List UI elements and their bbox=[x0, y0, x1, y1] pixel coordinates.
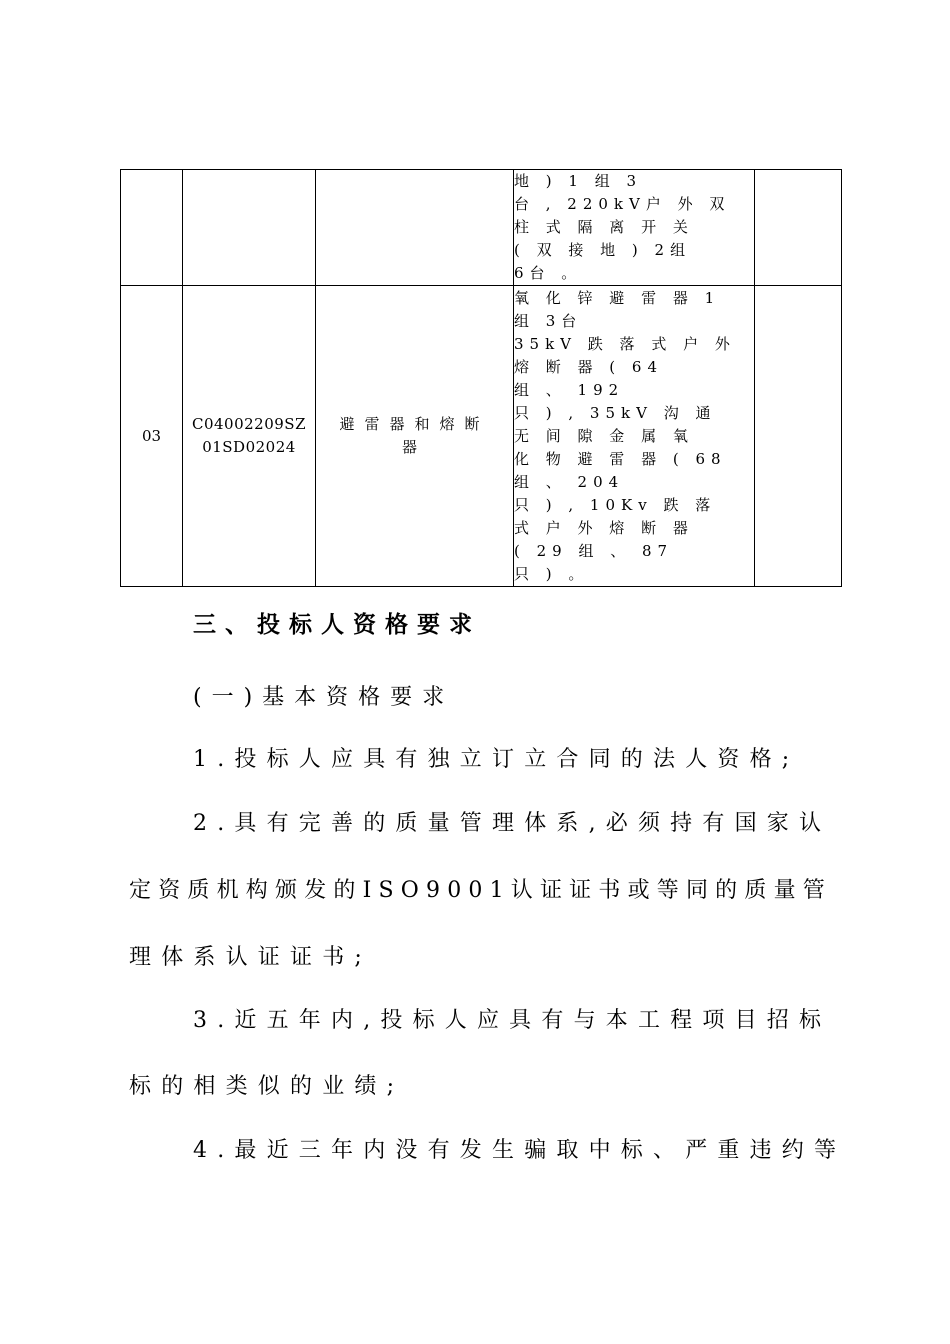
package-code: C04002209SZ01SD02024 bbox=[183, 286, 316, 587]
row-number bbox=[121, 170, 183, 286]
section-title: 三、投标人资格要求 bbox=[193, 611, 481, 638]
package-name: 避雷器和熔断器 bbox=[316, 286, 514, 587]
paragraph-line: 3.近五年内,投标人应具有与本工程项目招标 bbox=[193, 1008, 832, 1033]
paragraph-line: 定资质机构颁发的ISO9001认证证书或等同的质量管 bbox=[129, 878, 832, 903]
desc-line: 熔 断 器 ( 64 bbox=[514, 357, 664, 376]
paragraph-line: 理体系认证证书; bbox=[129, 945, 373, 970]
package-description bbox=[514, 170, 755, 286]
equipment-table bbox=[120, 169, 842, 587]
desc-line: ( 29 组 、 87 bbox=[514, 541, 674, 560]
desc-line: 化 物 避 雷 器 ( 68 bbox=[514, 449, 727, 468]
table-row bbox=[121, 170, 842, 286]
remark bbox=[755, 286, 842, 587]
desc-line: 柱 式 隔 离 开 关 bbox=[514, 218, 694, 236]
paragraph-line: 标的相类似的业绩; bbox=[129, 1074, 405, 1099]
paragraph-line: 2.具有完善的质量管理体系,必须持有国家认 bbox=[193, 811, 832, 836]
remark bbox=[755, 170, 842, 286]
desc-line: 35kV 跌 落 式 户 外 bbox=[514, 334, 736, 353]
paragraph-line: 4.最近三年内没有发生骗取中标、严重违约等 bbox=[193, 1138, 847, 1163]
desc-line: ( 双 接 地 ) 2组 bbox=[514, 241, 692, 259]
desc-line: 组 、 192 bbox=[514, 380, 625, 399]
subsection-title: (一)基本资格要求 bbox=[193, 685, 455, 710]
row-number: 03 bbox=[121, 286, 183, 587]
desc-line: 只 ) 。 bbox=[514, 564, 590, 583]
table-row bbox=[121, 286, 842, 587]
package-name bbox=[316, 170, 514, 286]
desc-line: 组 、 204 bbox=[514, 472, 625, 491]
desc-line: 只 ) , 35kV 沟 通 bbox=[514, 403, 717, 422]
desc-line: 无 间 隙 金 属 氧 bbox=[514, 426, 694, 445]
desc-line: 6台 。 bbox=[514, 264, 583, 282]
desc-line: 式 户 外 熔 断 器 bbox=[514, 518, 694, 537]
desc-line: 地 ) 1 组 3 bbox=[514, 172, 643, 190]
desc-line: 台 , 220kV户 外 双 bbox=[514, 195, 731, 213]
desc-line: 氧 化 锌 避 雷 器 1 bbox=[514, 288, 721, 307]
package-code bbox=[183, 170, 316, 286]
desc-line: 组 3台 bbox=[514, 311, 583, 330]
desc-line: 只 ) , 10Kv 跌 落 bbox=[514, 495, 717, 514]
package-description bbox=[514, 286, 755, 587]
paragraph-line: 1.投标人应具有独立订立合同的法人资格; bbox=[193, 747, 800, 772]
